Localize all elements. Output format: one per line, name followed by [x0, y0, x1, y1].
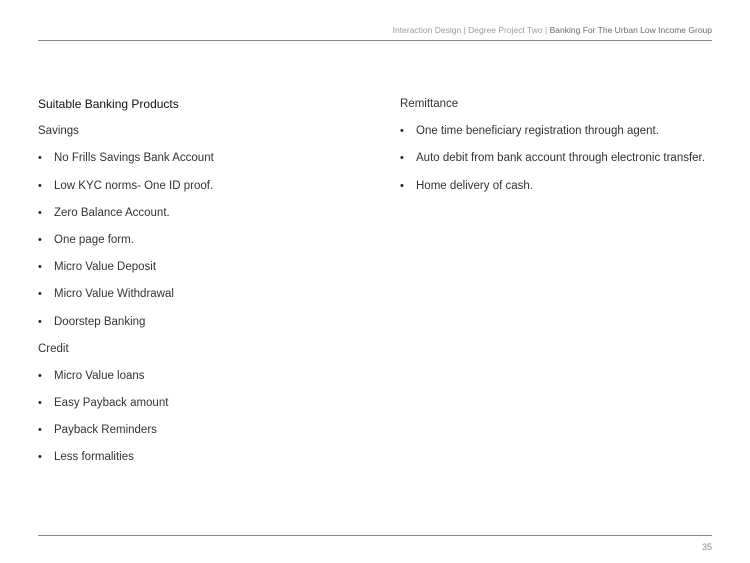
left-column [38, 96, 368, 477]
bullet-icon: • [38, 179, 42, 192]
list-item-text: One page form. [54, 233, 134, 246]
list-item [38, 286, 368, 313]
list-item [38, 150, 368, 177]
header-course: Interaction Design [392, 25, 462, 35]
bullet-icon: • [38, 288, 42, 301]
list-item-text: Easy Payback amount [54, 397, 169, 410]
bullet-icon: • [38, 397, 42, 410]
bullet-icon: • [38, 233, 42, 246]
bullet-icon: • [38, 369, 42, 382]
list-item-text: Low KYC norms- One ID proof. [54, 179, 214, 192]
right-column [400, 96, 720, 205]
bullet-icon: • [400, 179, 404, 192]
bullet-icon: • [38, 315, 42, 328]
header-project: Degree Project Two [468, 25, 543, 35]
list-item [38, 368, 368, 395]
section-heading: Suitable Banking Products [38, 97, 179, 111]
list-item [38, 178, 368, 205]
list-item [38, 232, 368, 259]
page-number: 35 [701, 542, 712, 552]
list-item [38, 449, 368, 476]
bullet-icon: • [38, 152, 42, 165]
list-item [38, 422, 368, 449]
bullet-icon: • [400, 152, 404, 165]
list-item [38, 205, 368, 232]
list-item-text: Doorstep Banking [54, 315, 146, 328]
list-item [38, 314, 368, 341]
list-item [400, 178, 720, 205]
list-item-text: Home delivery of cash. [416, 179, 533, 192]
list-item-text: Micro Value loans [54, 369, 145, 382]
list-item [38, 259, 368, 286]
list-item-text: Zero Balance Account. [54, 206, 170, 219]
list-item-text: Payback Reminders [54, 424, 157, 437]
credit-label: Credit [38, 342, 69, 355]
bullet-icon: • [38, 261, 42, 274]
header-separator: | [463, 25, 466, 35]
list-item-text: Micro Value Withdrawal [54, 288, 174, 301]
list-item [400, 123, 720, 150]
bullet-icon: • [38, 206, 42, 219]
list-item-text: Auto debit from bank account through electronic transfer. [416, 152, 705, 165]
bullet-icon: • [38, 424, 42, 437]
list-item [38, 395, 368, 422]
list-item [400, 150, 720, 177]
header-divider [38, 40, 712, 41]
header-title: Banking For The Urban Low Income Group [549, 25, 712, 35]
footer-divider [38, 535, 712, 536]
bullet-icon: • [400, 125, 404, 138]
list-item-text: Less formalities [54, 451, 134, 464]
savings-label: Savings [38, 125, 79, 138]
header-separator: | [545, 25, 548, 35]
list-item-text: Micro Value Deposit [54, 261, 157, 274]
remittance-label: Remittance [400, 98, 459, 110]
bullet-icon: • [38, 451, 42, 464]
list-item-text: One time beneficiary registration through agent. [416, 125, 659, 138]
page-header [393, 25, 712, 35]
list-item-text: No Frills Savings Bank Account [54, 152, 214, 165]
